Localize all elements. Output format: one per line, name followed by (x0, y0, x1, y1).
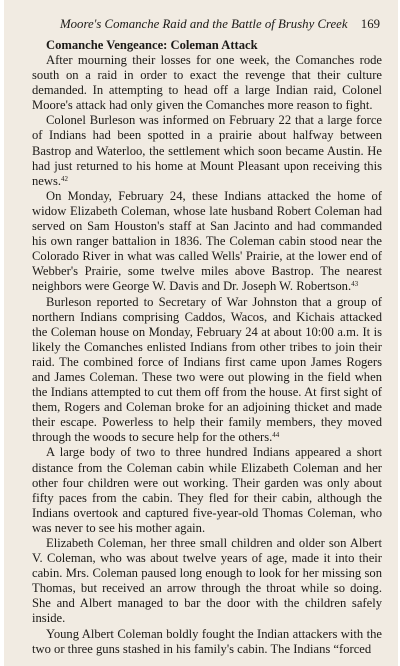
page-number: 169 (360, 17, 380, 31)
paragraph-text: Burleson reported to Secretary of War Johnston that a group of northern Indians comprising Caddos, Wacos, and Kichais attacked the Coleman house on Monday, February 24 at about 10:00 a.m. It is likely the Comanches enlisted Indians from other tribes to join their raid. The combined force of Indians first came upon James Rogers and James Coleman. These two were out plowing in the field when the Indians attempted to cut them off from the house. At first sight of them, Rogers and Coleman broke for an adjoining thicket and made their escape. Powerless to help their family members, they moved through the woods to secure help for the others. (32, 294, 382, 445)
running-head (60, 18, 380, 31)
paragraph (32, 295, 382, 446)
paragraph-text: A large body of two to three hundred Indians appeared a short distance from the Coleman cabin while Elizabeth Coleman and her other four children were out working. Their garden was only about fifty paces from the cabin. They fled for their cabin, although the Indians overtook and captured five-year-old Thomas Coleman, who was never to see his mother again. (32, 445, 382, 535)
paragraph-text: After mourning their losses for one week, the Comanches rode south on a raid in order to exact the revenge that their culture demanded. In attempting to head off a large Indian raid, Colonel Moore's attack had only given the Comanches more reason to fight. (32, 53, 382, 113)
paragraph (32, 627, 382, 657)
paragraph (32, 536, 382, 627)
section-heading: Comanche Vengeance: Coleman Attack (46, 38, 258, 52)
footnote-ref: 43 (351, 280, 359, 289)
paragraph-text: On Monday, February 24, these Indians attacked the home of widow Elizabeth Coleman, whose late husband Robert Coleman had served on Sam Houston's staff at San Jacinto and had commanded his own ranger battalion in 1836. The Coleman cabin stood near the Colorado River in what was called Wells' Prairie, at the lower end of Webber's Prairie, some twelve miles above Bastrop. The nearest neighbors were George W. Davis and Dr. Joseph W. Robertson. (32, 188, 382, 294)
paragraph-text: Young Albert Coleman boldly fought the Indian attackers with the two or three guns stashed in his family's cabin. The Indians “forced (32, 626, 382, 656)
book-page (4, 0, 398, 666)
paragraph (32, 445, 382, 536)
paragraph (32, 53, 382, 113)
paragraph-text: Colonel Burleson was informed on February 22 that a large force of Indians had been spotted in a prairie about halfway between Bastrop and Waterloo, the settlement which soon became Austin. He had just returned to his home at Mount Pleasant upon receiving this news. (32, 113, 382, 188)
page-body (32, 37, 382, 657)
footnote-ref: 42 (61, 174, 69, 183)
paragraph (32, 113, 382, 188)
paragraph-text: Elizabeth Coleman, her three small children and older son Albert V. Coleman, who was about twelve years of age, made it into their cabin. Mrs. Coleman paused long enough to look for her missing son Thomas, but received an arrow through the throat while so doing. She and Albert managed to bar the door with the children safely inside. (32, 536, 382, 626)
running-title: Moore's Comanche Raid and the Battle of Brushy Creek (60, 17, 348, 31)
paragraph (32, 189, 382, 295)
footnote-ref: 44 (272, 431, 280, 440)
